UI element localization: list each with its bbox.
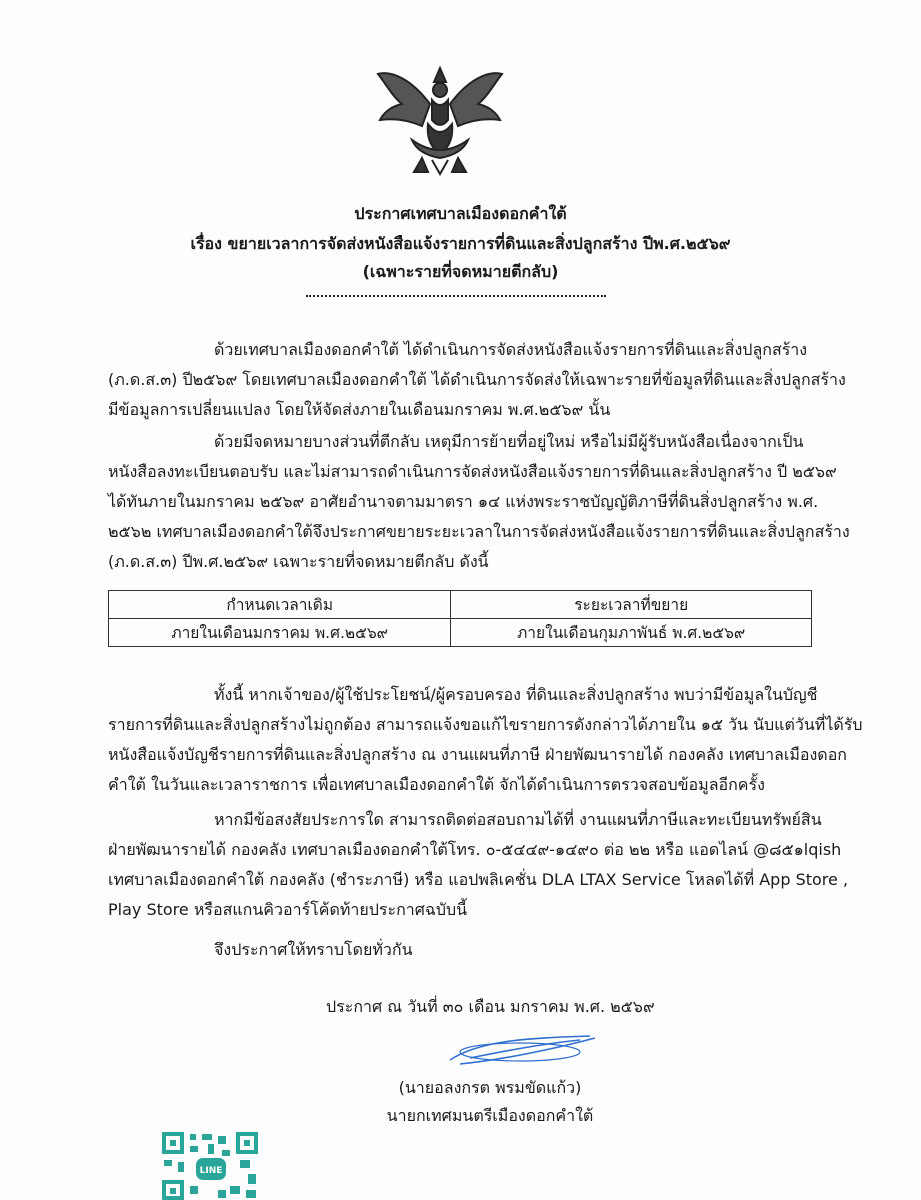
signer-position: นายกเทศมนตรีเมืองดอกคำใต้ [386,1106,594,1125]
table-row [109,619,812,647]
table-header-original: กำหนดเวลาเดิม [109,591,451,619]
paragraph-3-line: รายการที่ดินและสิ่งปลูกสร้างไม่ถูกต้อง สามารถแจ้งขอแก้ไขรายการดังกล่าวได้ภายใน ๑๕ วัน นับแต่วันที่ได้รับ [108,715,863,734]
line-logo-text: LINE [199,1166,223,1176]
paragraph-1-line: มีข้อมูลการเปลี่ยนแปลง โดยให้จัดส่งภายในเดือนมกราคม พ.ศ.๒๕๖๙ นั้น [108,400,611,419]
line-qr-code [160,1130,260,1200]
paragraph-2-line: (ภ.ด.ส.๓) ปีพ.ศ.๒๕๖๙ เฉพาะรายที่จดหมายตีกลับ ดังนี้ [108,552,489,571]
paragraph-2-line: ได้ทันภายในมกราคม ๒๕๖๙ อาศัยอำนาจตามมาตรา ๑๔ แห่งพระราชบัญญัติภาษีที่ดินสิ่งปลูกสร้าง พ.ศ. [108,492,819,511]
table-cell-extended: ภายในเดือนกุมภาพันธ์ พ.ศ.๒๕๖๙ [451,619,812,647]
paragraph-3-line: ทั้งนี้ หากเจ้าของ/ผู้ใช้ประโยชน์/ผู้ครอบครอง ที่ดินและสิ่งปลูกสร้าง พบว่ามีข้อมูลในบัญชี [214,685,818,704]
paragraph-1-line: (ภ.ด.ส.๓) ปี๒๕๖๙ โดยเทศบาลเมืองดอกคำใต้ ได้ดำเนินการจัดส่งให้เฉพาะรายที่ข้อมูลที่ดินและสิ่งปลูกสร้าง [108,370,846,389]
table-cell-original: ภายในเดือนมกราคม พ.ศ.๒๕๖๙ [109,619,451,647]
table-header-row [109,591,812,619]
garuda-emblem [372,60,508,180]
paragraph-3-line: หนังสือแจ้งบัญชีรายการที่ดินและสิ่งปลูกสร้าง ณ งานแผนที่ภาษี ฝ่ายพัฒนารายได้ กองคลัง เทศบาลเมืองดอก [108,745,847,764]
signer-name: (นายอลงกรต พรมขัดแก้ว) [398,1078,582,1097]
extension-table [108,590,812,647]
announcement-subject: เรื่อง ขยายเวลาการจัดส่งหนังสือแจ้งรายการที่ดินและสิ่งปลูกสร้าง ปีพ.ศ.๒๕๖๙ [190,234,731,253]
paragraph-4-line: ฝ่ายพัฒนารายได้ กองคลัง เทศบาลเมืองดอกคำใต้โทร. ๐-๕๔๔๙-๑๔๙๐ ต่อ ๒๒ หรือ แอดไลน์ @๘๕๑lqish [108,840,842,859]
paragraph-3-line: คำใต้ ในวันและเวลาราชการ เพื่อเทศบาลเมืองดอกคำใต้ จักได้ดำเนินการตรวจสอบข้อมูลอีกครั้ง [108,775,765,794]
paragraph-4-line: Play Store หรือสแกนคิวอาร์โค้ดท้ายประกาศฉบับนี้ [108,900,468,919]
table-header-extended: ระยะเวลาที่ขยาย [451,591,812,619]
announcement-date: ประกาศ ณ วันที่ ๓๐ เดือน มกราคม พ.ศ. ๒๕๖๙ [326,997,655,1016]
signature-scribble [440,1030,600,1070]
qr-pattern [160,1130,260,1200]
closing-line: จึงประกาศให้ทราบโดยทั่วกัน [214,940,413,959]
paragraph-2-line: ๒๕๖๒ เทศบาลเมืองดอกคำใต้จึงประกาศขยายระยะเวลาในการจัดส่งหนังสือแจ้งรายการที่ดินและสิ่งปลูกสร้าง [108,522,850,541]
paragraph-4-line: หากมีข้อสงสัยประการใด สามารถติดต่อสอบถามได้ที่ งานแผนที่ภาษีและทะเบียนทรัพย์สิน [214,810,822,829]
paragraph-4-line: เทศบาลเมืองดอกคำใต้ กองคลัง (ชำระภาษี) หรือ แอปพลิเคชั่น DLA LTAX Service โหลดได้ที่ App Store , [108,870,849,889]
paragraph-1-line: ด้วยเทศบาลเมืองดอกคำใต้ ได้ดำเนินการจัดส่งหนังสือแจ้งรายการที่ดินและสิ่งปลูกสร้าง [214,340,808,359]
announcement-note: (เฉพาะรายที่จดหมายตีกลับ) [362,262,559,281]
announcement-title: ประกาศเทศบาลเมืองดอกคำใต้ [354,204,567,223]
dotted-separator [306,295,606,297]
paragraph-2-line: หนังสือลงทะเบียนตอบรับ และไม่สามารถดำเนินการจัดส่งหนังสือแจ้งรายการที่ดินและสิ่งปลูกสร้าง ปี ๒๕๖๙ [108,462,837,481]
paragraph-2-line: ด้วยมีจดหมายบางส่วนที่ตีกลับ เหตุมีการย้ายที่อยู่ใหม่ หรือไม่มีผู้รับหนังสือเนื่องจากเป็น [214,432,804,451]
